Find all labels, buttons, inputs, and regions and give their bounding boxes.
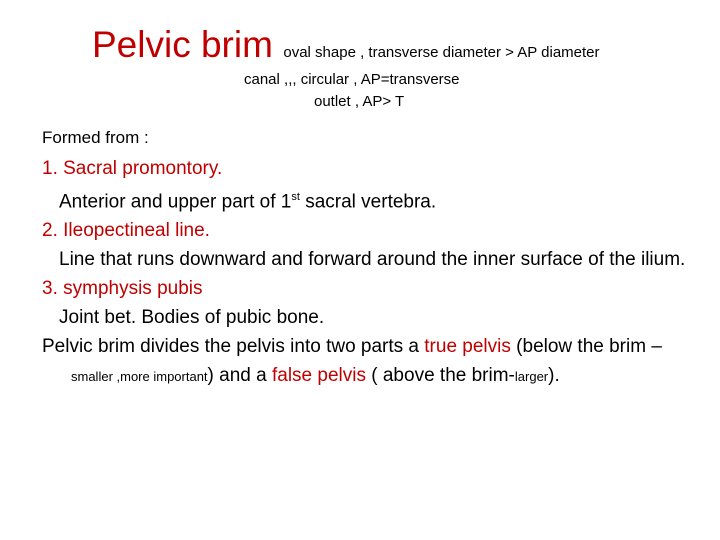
summary-text-5: ). xyxy=(548,365,560,387)
item-desc-3: Joint bet. Bodies of pubic bone. xyxy=(59,307,325,329)
formed-from-label: Formed from : xyxy=(42,128,149,147)
title-line xyxy=(92,24,600,66)
true-pelvis-term: true pelvis xyxy=(424,336,511,358)
item-desc-1-text: Anterior and upper part of 1 xyxy=(59,191,292,213)
item-desc-1-rest: sacral vertebra. xyxy=(299,191,437,213)
item-heading-3: 3. symphysis pubis xyxy=(42,278,203,300)
false-pelvis-term: false pelvis xyxy=(271,365,366,387)
item-desc-1-sup: st xyxy=(291,191,300,203)
outlet-note: outlet , AP> T xyxy=(314,93,405,110)
summary-text-1: Pelvic brim divides the pelvis into two parts a xyxy=(42,336,425,358)
summary-text-4: ( above the brim- xyxy=(365,365,515,387)
summary-text-2: (below the brim – xyxy=(510,336,662,358)
summary-small-2: larger xyxy=(514,369,549,385)
canal-note: canal ,,, circular , AP=transverse xyxy=(244,71,460,88)
title-subtitle: oval shape , transverse diameter > AP diameter xyxy=(283,44,600,61)
content-body xyxy=(42,128,692,391)
page-title: Pelvic brim xyxy=(92,24,273,65)
item-heading-2: 2. Ileopectineal line. xyxy=(42,220,210,242)
summary-paragraph xyxy=(42,332,692,391)
item-desc-2: Line that runs downward and forward around the inner surface of the ilium. xyxy=(59,249,686,271)
item-desc-1 xyxy=(42,183,692,216)
item-heading-1: 1. Sacral promontory. xyxy=(42,158,223,179)
summary-text-3: ) and a xyxy=(207,365,272,387)
summary-small-1: smaller ,more important xyxy=(71,369,208,385)
